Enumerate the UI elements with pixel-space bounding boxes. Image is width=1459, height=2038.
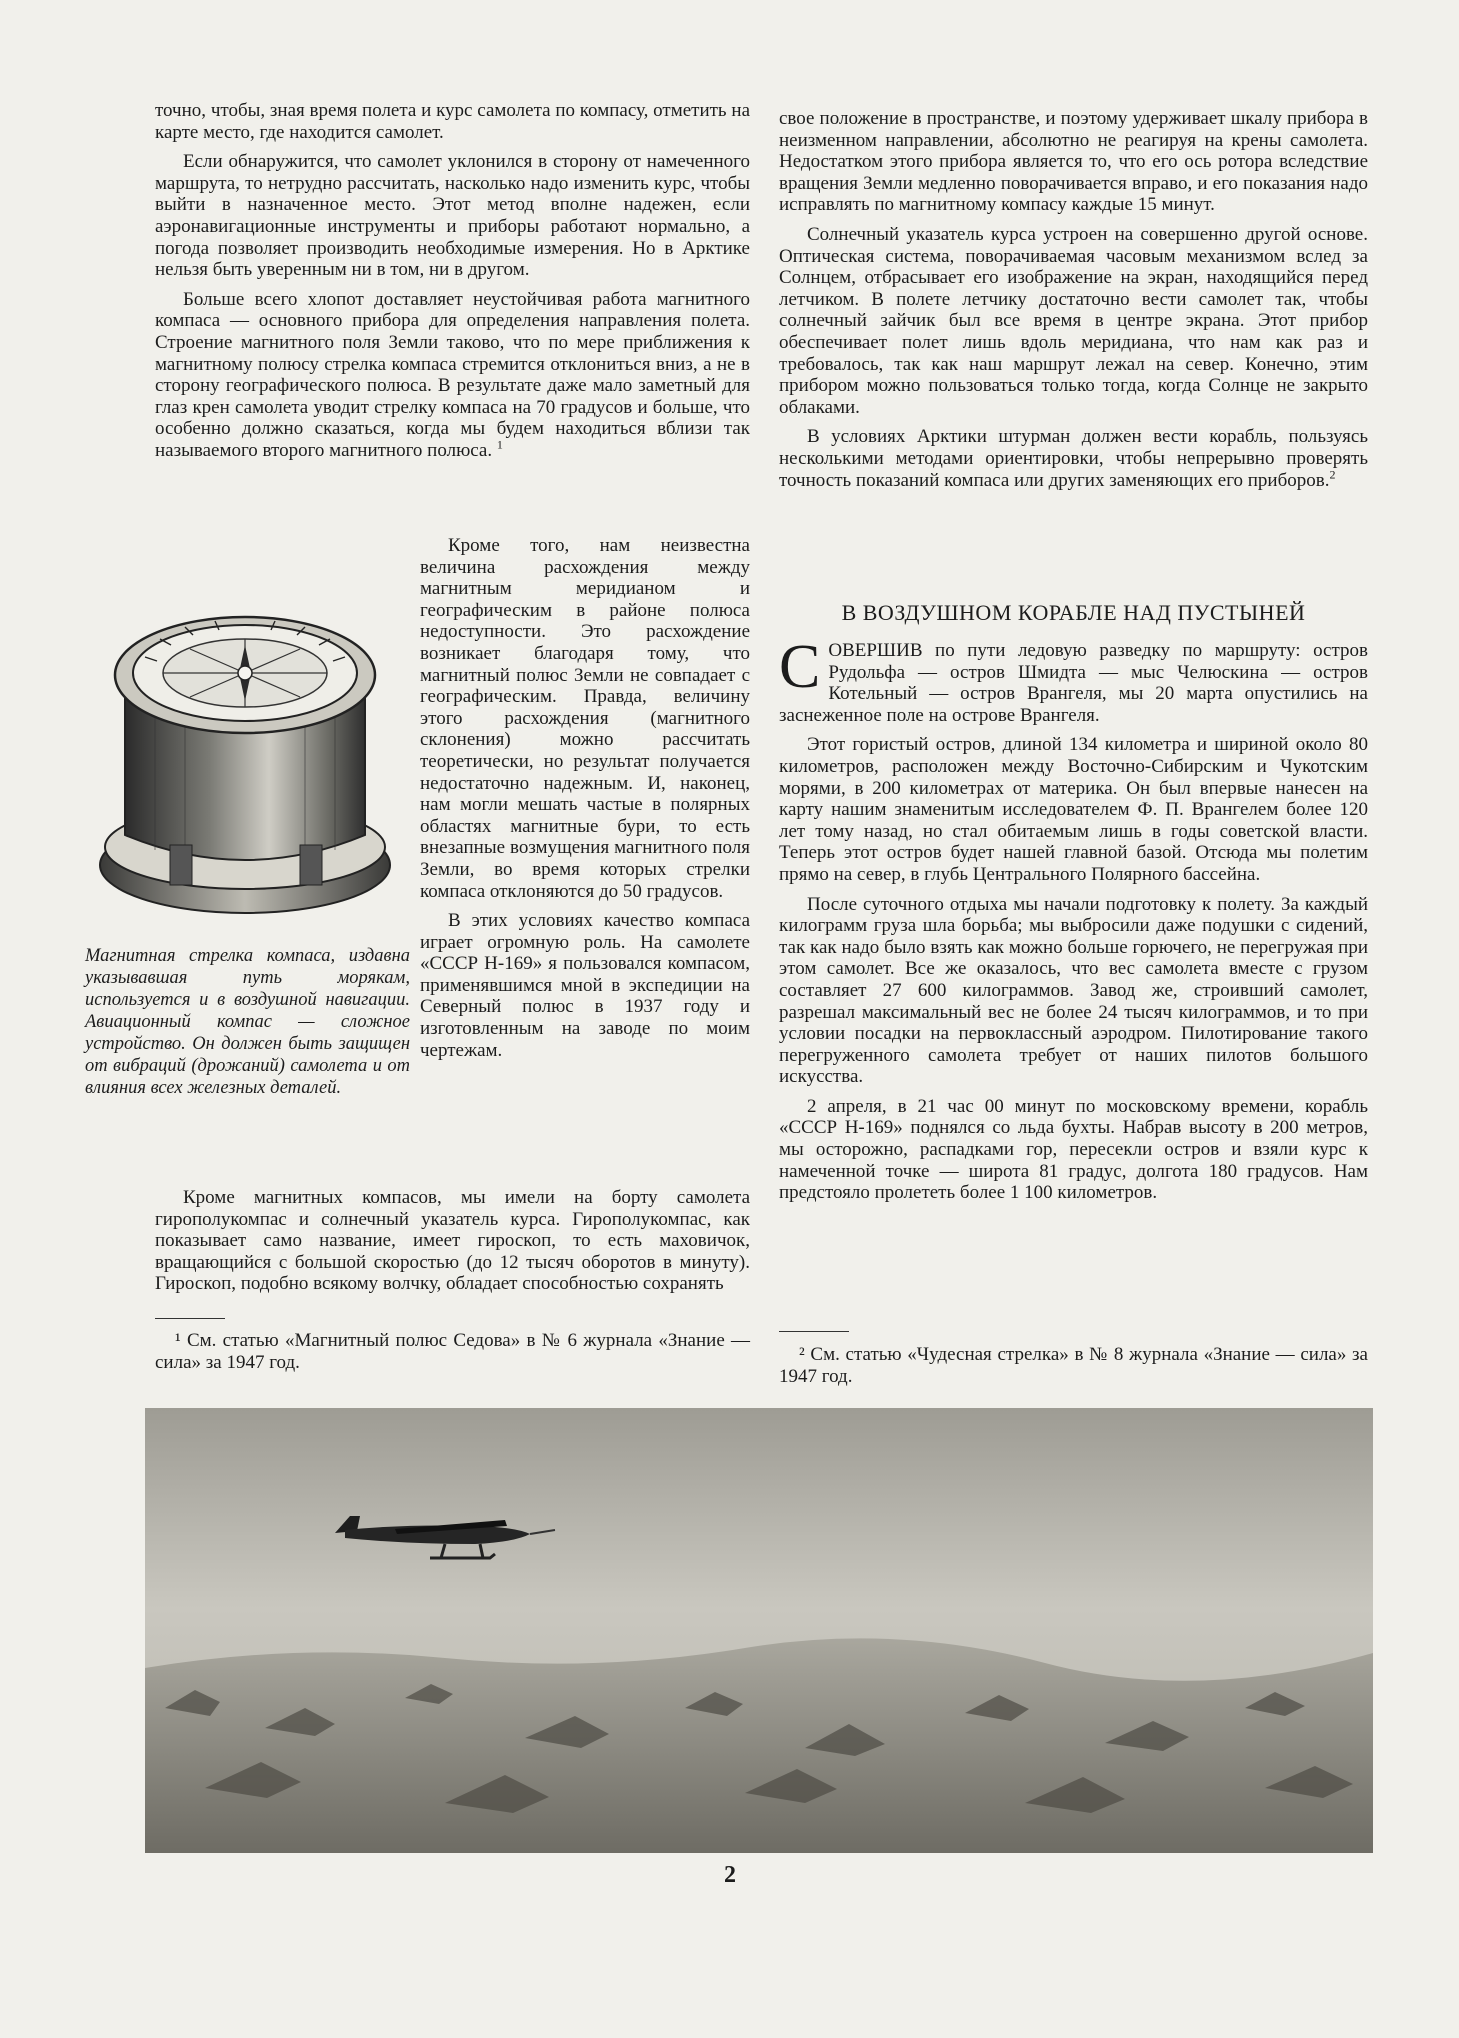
photo-drawing — [145, 1408, 1373, 1853]
paragraph: точно, чтобы, зная время полета и курс самолета по компасу, отметить на карте место, где находится самолет. — [155, 100, 750, 143]
section-heading: В ВОЗДУШНОМ КОРАБЛЕ НАД ПУСТЫНЕЙ — [841, 600, 1306, 625]
paragraph-with-dropcap — [779, 633, 1368, 726]
footnote-rule — [779, 1331, 849, 1332]
paragraph: В этих условиях качество компаса играет огромную роль. На самолете «СССР Н-169» я пользовался компасом, применявшимся мной в экспедиции на Северный полюс в 1937 году и изготовленным на заводе по моим чертежам. — [420, 910, 750, 1061]
footnote: ² См. статью «Чудесная стрелка» в № 8 журнала «Знание — сила» за 1947 год. — [779, 1344, 1368, 1387]
footnote-mark: 2 — [1329, 467, 1336, 482]
left-column-narrow — [420, 535, 750, 1069]
paragraph-text: Больше всего хлопот доставляет неустойчивая работа магнитного компаса — основного прибора для определения направления полета. Строение магнитного поля Земли таково, что по мере приближения к магнитному полюсу стрелка компаса стремится отклониться вниз, а не в сторону географического полюса. В результате даже мало заметный для глаз крен самолета уводит стрелку компаса на 70 градусов и больше, что особенно должно сказаться, когда мы будем находиться вблизи так называемого второго магнитного полюса. — [155, 288, 750, 461]
right-column-section — [779, 633, 1368, 1212]
paragraph-text: В условиях Арктики штурман должен вести корабль, пользуясь несколькими методами ориентировки, чтобы непрерывно проверять точность показаний компаса или других заменяющих его приборов. — [779, 426, 1368, 491]
footnote: ¹ См. статью «Магнитный полюс Седова» в № 6 журнала «Знание — сила» за 1947 год. — [155, 1330, 750, 1373]
figure-caption: Магнитная стрелка компаса, издавна указывавшая путь морякам, используется и в воздушной навигации. Авиационный компас — сложное устройство. Он должен быть защищен от вибраций (дрожаний) самолета и от влияния всех железных деталей. — [85, 946, 410, 1098]
page-number: 2 — [724, 1862, 736, 1888]
paragraph: Этот гористый остров, длиной 134 километра и шириной около 80 километров, расположен между Восточно-Сибирским и Чукотским морями, в 200 километрах от материка. Он был впервые нанесен на карту нашим знаменитым исследователем Ф. П. Врангелем более 120 лет тому назад, но стал обитаемым лишь в годы советской власти. Теперь этот остров будет нашей главной базой. Отсюда мы полетим прямо на север, в глубь Центрального Полярного бассейна. — [779, 734, 1368, 885]
paragraph: свое положение в пространстве, и поэтому удерживает шкалу прибора в неизменном направлении, абсолютно не реагируя на крены самолета. Недостатком этого прибора является то, что его ось ротора вследствие вращения Земли медленно поворачивается вправо, и его показания надо исправлять по магнитному компасу каждые 15 минут. — [779, 108, 1368, 216]
paragraph — [779, 426, 1368, 491]
airplane-over-ice-photo — [145, 1408, 1373, 1853]
right-column — [779, 108, 1368, 499]
paragraph: После суточного отдыха мы начали подготовку к полету. За каждый килограмм груза шла борьба; мы выбросили даже подушки с сидений, так как надо было взять как можно больше горючего, не перегружая при этом самолет. Все же оказалось, что вес самолета вместе с грузом составляет 27 600 килограммов. Завод же, строивший самолет, разрешал максимальный вес не более 24 тысяч килограммов, и то при условии посадки на первоклассный аэродром. Пилотирование такого перегруженного самолета требует от наших пилотов большого искусства. — [779, 893, 1368, 1088]
drop-cap: С — [779, 633, 821, 701]
paragraph: Кроме магнитных компасов, мы имели на борту самолета гирополукомпас и солнечный указатель курса. Гирополукомпас, как показывает само название, имеет гироскоп, то есть маховичок, вращающийся с большой скоростью (до 12 тысяч оборотов в минуту). Гироскоп, подобно всякому волчку, обладает способностью сохранять — [155, 1187, 750, 1295]
paragraph — [155, 289, 750, 462]
paragraph: Солнечный указатель курса устроен на совершенно другой основе. Оптическая система, поворачиваемая часовым механизмом вслед за Солнцем, отбрасывает его изображение на экран, находящийся перед летчиком. В полете летчику достаточно вести самолет так, чтобы солнечный зайчик был все время в центре экрана. Этот прибор обеспечивает полет лишь вдоль меридиана, что нам как раз и требовалось, так как наш маршрут лежал на север. Конечно, этим прибором можно пользоваться только тогда, когда Солнце не закрыто облаками. — [779, 223, 1368, 418]
compass-drawing — [85, 565, 410, 935]
compass-illustration — [85, 565, 410, 935]
footnote-rule — [155, 1318, 225, 1319]
paragraph: Если обнаружится, что самолет уклонился в сторону от намеченного маршрута, то нетрудно рассчитать, насколько надо изменить курс, чтобы выйти в назначенное место. Этот метод вполне надежен, если аэронавигационные инструменты и приборы работают нормально, а погода позволяет производить необходимые измерения. Но в Арктике нельзя быть уверенным ни в том, ни в другом. — [155, 151, 750, 281]
paragraph: 2 апреля, в 21 час 00 минут по московскому времени, корабль «СССР Н-169» поднялся со льда бухты. Набрав высоту в 200 метров, мы осторожно, распадками гор, пересекли остров и взяли курс к намеченной точке — широта 81 градус, долгота 180 градусов. Нам предстояло пролететь более 1 100 километров. — [779, 1095, 1368, 1204]
paragraph: Кроме того, нам неизвестна величина расхождения между магнитным меридианом и географическим в районе полюса недоступности. Это расхождение возникает благодаря тому, что магнитный полюс Земли не совпадает с географическим. Правда, величину этого расхождения (магнитного склонения) можно рассчитать теоретически, но результат получается недостаточно надежным. И, наконец, нам могли мешать частые в полярных областях магнитные бури, то есть внезапные возмущения магнитного поля Земли, во время которых стрелки компаса отклоняются до 50 градусов. — [420, 535, 750, 902]
left-column-top — [155, 100, 750, 470]
footnote-mark: 1 — [496, 437, 503, 452]
paragraph-text: ОВЕРШИВ по пути ледовую разведку по маршруту: остров Рудольфа — остров Шмидта — мыс Челюскина — остров Котельный — остров Врангеля, мы 20 марта опустились на заснеженное поле на острове Врангеля. — [779, 640, 1368, 726]
left-column-bottom — [155, 1187, 750, 1303]
